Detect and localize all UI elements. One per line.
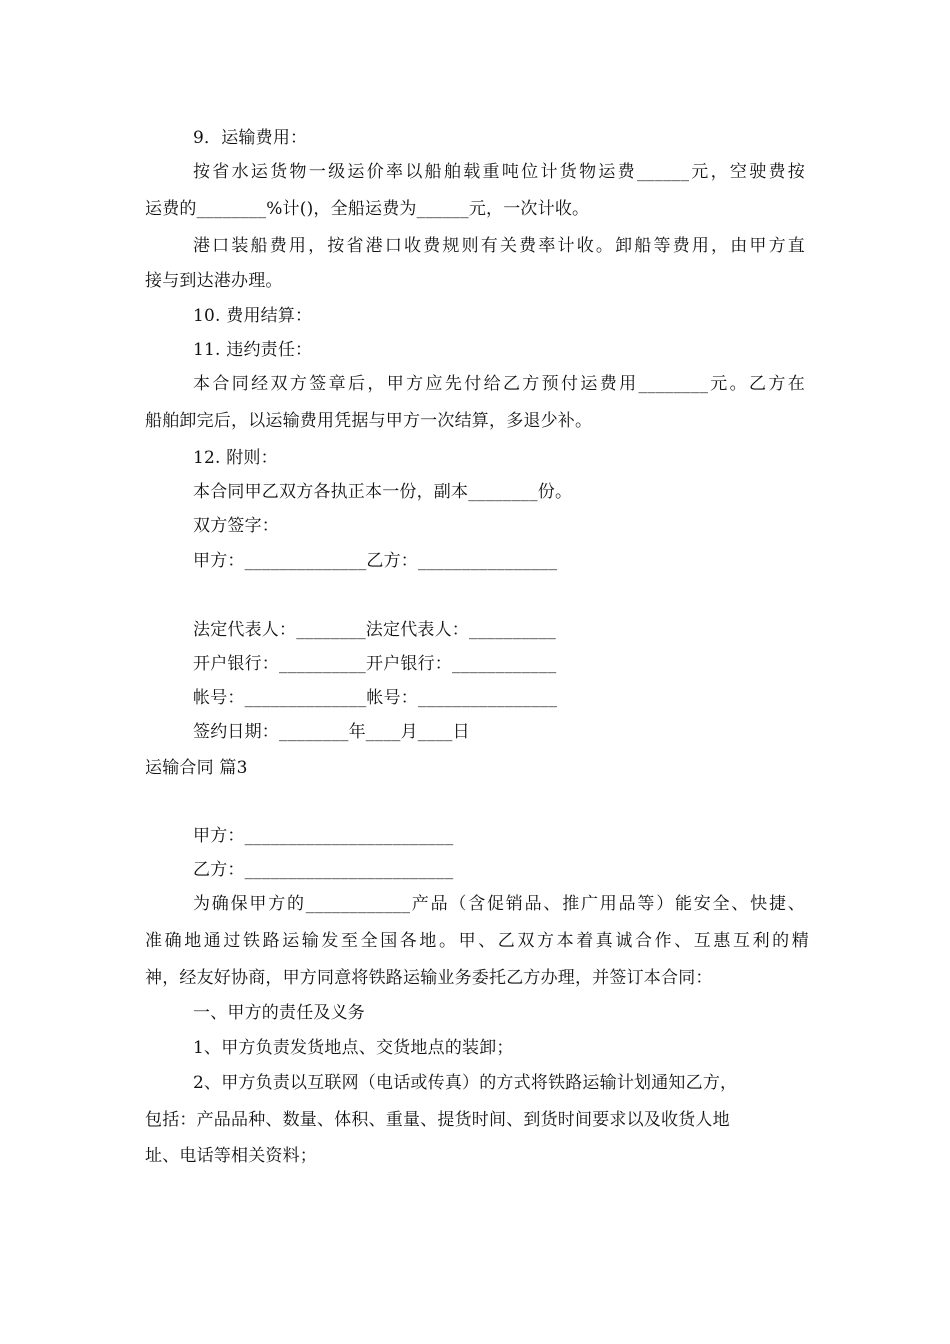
paragraph-line: 本合同甲乙双方各执正本一份，副本________份。 bbox=[193, 482, 573, 502]
paragraph-line: 为确保甲方的____________产品（含促销品、推广用品等）能安全、快捷、 bbox=[193, 894, 805, 914]
section-title: 运输合同 篇3 bbox=[145, 758, 248, 778]
paragraph-line: 准确地通过铁路运输发至全国各地。甲、乙双方本着真诚合作、互惠互利的精 bbox=[145, 931, 809, 951]
account-line: 帐号：______________帐号：________________ bbox=[193, 688, 558, 708]
paragraph-line: 运费的________%计()，全船运费为______元，一次计收。 bbox=[145, 199, 590, 219]
legal-representative-line: 法定代表人：________法定代表人：__________ bbox=[193, 620, 556, 640]
clause-9-heading: 9．运输费用： bbox=[193, 128, 308, 148]
bank-line: 开户银行：__________开户银行：____________ bbox=[193, 654, 557, 674]
paragraph-line: 神，经友好协商，甲方同意将铁路运输业务委托乙方办理，并签订本合同： bbox=[145, 968, 713, 988]
paragraph-line: 本合同经双方签章后，甲方应先付给乙方预付运费用________元。乙方在 bbox=[193, 374, 805, 394]
paragraph-line: 港口装船费用，按省港口收费规则有关费率计收。卸船等费用，由甲方直 bbox=[193, 236, 805, 256]
signature-parties-line: 甲方：______________乙方：________________ bbox=[193, 551, 558, 571]
party-b-line: 乙方：________________________ bbox=[193, 860, 454, 880]
signing-date-line: 签约日期：________年____月____日 bbox=[193, 722, 470, 742]
clause-12-heading: 12. 附则： bbox=[193, 448, 278, 468]
paragraph-line: 址、电话等相关资料； bbox=[145, 1146, 317, 1166]
clause-11-heading: 11. 违约责任： bbox=[193, 340, 313, 360]
paragraph-line: 接与到达港办理。 bbox=[145, 271, 283, 291]
clause-10-heading: 10. 费用结算： bbox=[193, 306, 313, 326]
party-a-line: 甲方：________________________ bbox=[193, 826, 454, 846]
paragraph-line: 按省水运货物一级运价率以船舶载重吨位计货物运费______元，空驶费按 bbox=[193, 162, 805, 182]
list-item: 1、甲方负责发货地点、交货地点的装卸； bbox=[193, 1038, 514, 1058]
paragraph-line: 包括：产品品种、数量、体积、重量、提货时间、到货时间要求以及收货人地 bbox=[145, 1110, 730, 1130]
list-item: 2、甲方负责以互联网（电话或传真）的方式将铁路运输计划通知乙方， bbox=[193, 1073, 738, 1093]
section-heading: 一、甲方的责任及义务 bbox=[193, 1003, 365, 1023]
paragraph-line: 船舶卸完后，以运输费用凭据与甲方一次结算，多退少补。 bbox=[145, 411, 593, 431]
signature-heading: 双方签字： bbox=[193, 516, 279, 536]
